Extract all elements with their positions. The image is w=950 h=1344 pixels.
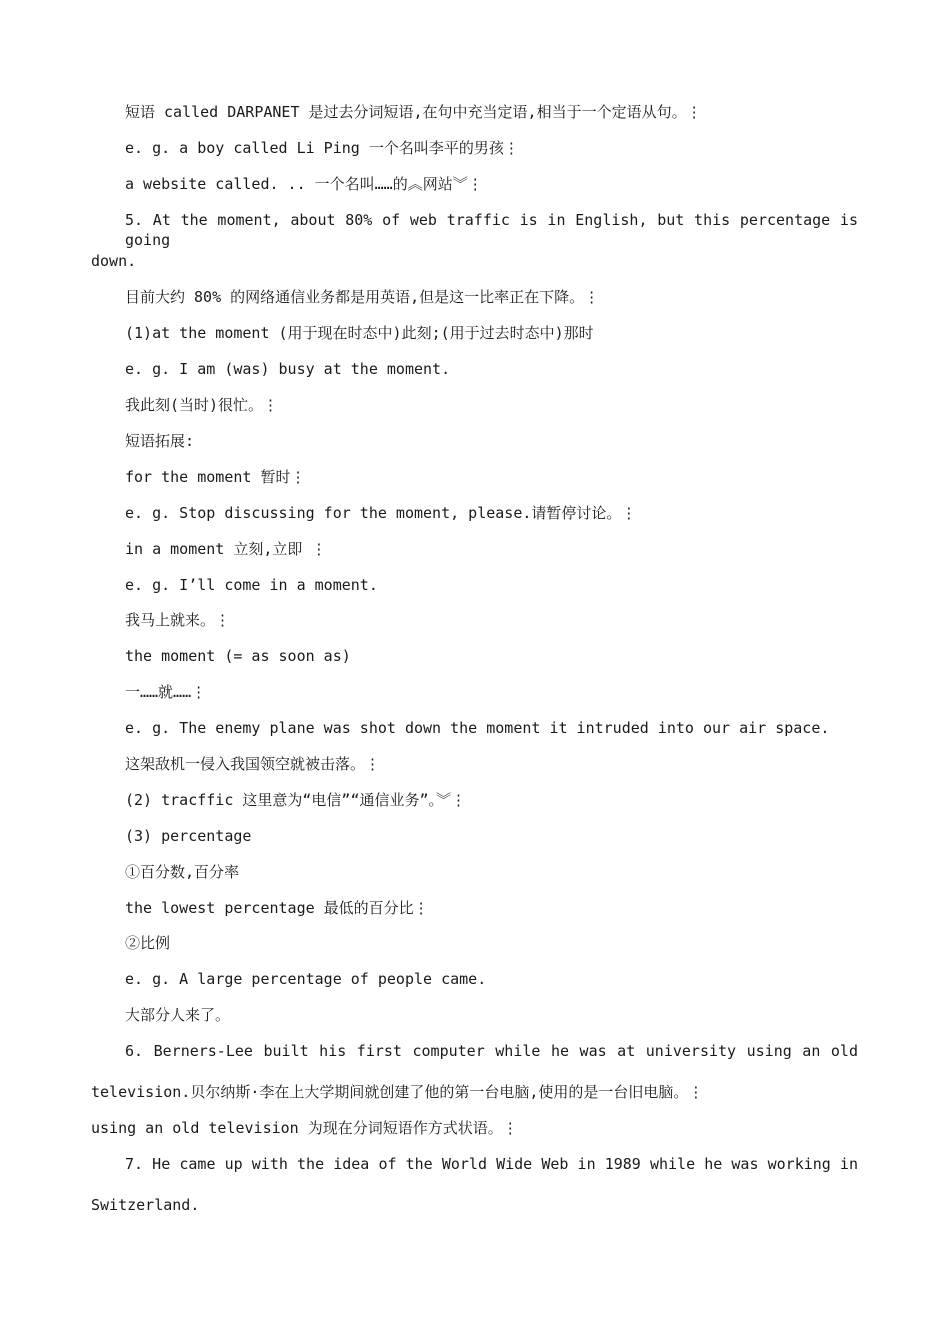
text-line: e. g. a boy called Li Ping 一个名叫李平的男孩⋮ bbox=[125, 139, 519, 157]
text-line: for the moment 暂时⋮ bbox=[125, 468, 306, 486]
text-line: using an old television 为现在分词短语作方式状语。⋮ bbox=[91, 1119, 518, 1137]
text-line: 这架敌机一侵入我国领空就被击落。⋮ bbox=[125, 755, 381, 773]
text-line: e. g. Stop discussing for the moment, please.请暂停讨论。⋮ bbox=[125, 504, 637, 522]
text-line: ①百分数,百分率 bbox=[125, 863, 240, 881]
text-line: (3) percentage bbox=[125, 827, 252, 845]
text-line: (2) tracffic 这里意为“电信”“通信业务”。︾⋮ bbox=[125, 791, 467, 809]
paragraph-7-line-1: 7. He came up with the idea of the World Wide Web in 1989 while he was working in bbox=[125, 1155, 858, 1173]
paragraph-5-line-1: 5. At the moment, about 80% of web traffic is in English, but this percentage is going bbox=[125, 211, 858, 249]
text-line: e. g. I am (was) busy at the moment. bbox=[125, 360, 451, 378]
text-line: 短语拓展: bbox=[125, 432, 195, 450]
text-line: 我马上就来。⋮ bbox=[125, 611, 231, 629]
text-line: the lowest percentage 最低的百分比⋮ bbox=[125, 899, 429, 917]
paragraph-6-line-1: 6. Berners-Lee built his first computer while he was at university using an old bbox=[125, 1042, 858, 1060]
text-line: the moment (= as soon as) bbox=[125, 647, 351, 665]
text-line: 我此刻(当时)很忙。⋮ bbox=[125, 396, 279, 414]
text-line: 目前大约 80% 的网络通信业务都是用英语,但是这一比率正在下降。⋮ bbox=[125, 288, 600, 306]
text-line: e. g. I’ll come in a moment. bbox=[125, 576, 378, 594]
text-line: e. g. A large percentage of people came. bbox=[125, 970, 487, 988]
text-line: 短语 called DARPANET 是过去分词短语,在句中充当定语,相当于一个定语从句。⋮ bbox=[125, 103, 702, 121]
text-line: in a moment 立刻,立即 ⋮ bbox=[125, 540, 327, 558]
text-line: ②比例 bbox=[125, 934, 171, 952]
paragraph-6-line-2: television.贝尔纳斯·李在上大学期间就创建了他的第一台电脑,使用的是一台旧电脑。⋮ bbox=[91, 1083, 704, 1101]
text-line: a website called. .. 一个名叫……的︽网站︾⋮ bbox=[125, 175, 483, 193]
text-line: (1)at the moment (用于现在时态中)此刻;(用于过去时态中)那时 bbox=[125, 324, 594, 342]
paragraph-7-line-2: Switzerland. bbox=[91, 1196, 200, 1214]
text-line: 一……就……⋮ bbox=[125, 683, 207, 701]
paragraph-5-line-2: down. bbox=[91, 252, 137, 270]
text-line: e. g. The enemy plane was shot down the moment it intruded into our air space. bbox=[125, 719, 830, 737]
text-line: 大部分人来了。 bbox=[125, 1006, 231, 1024]
